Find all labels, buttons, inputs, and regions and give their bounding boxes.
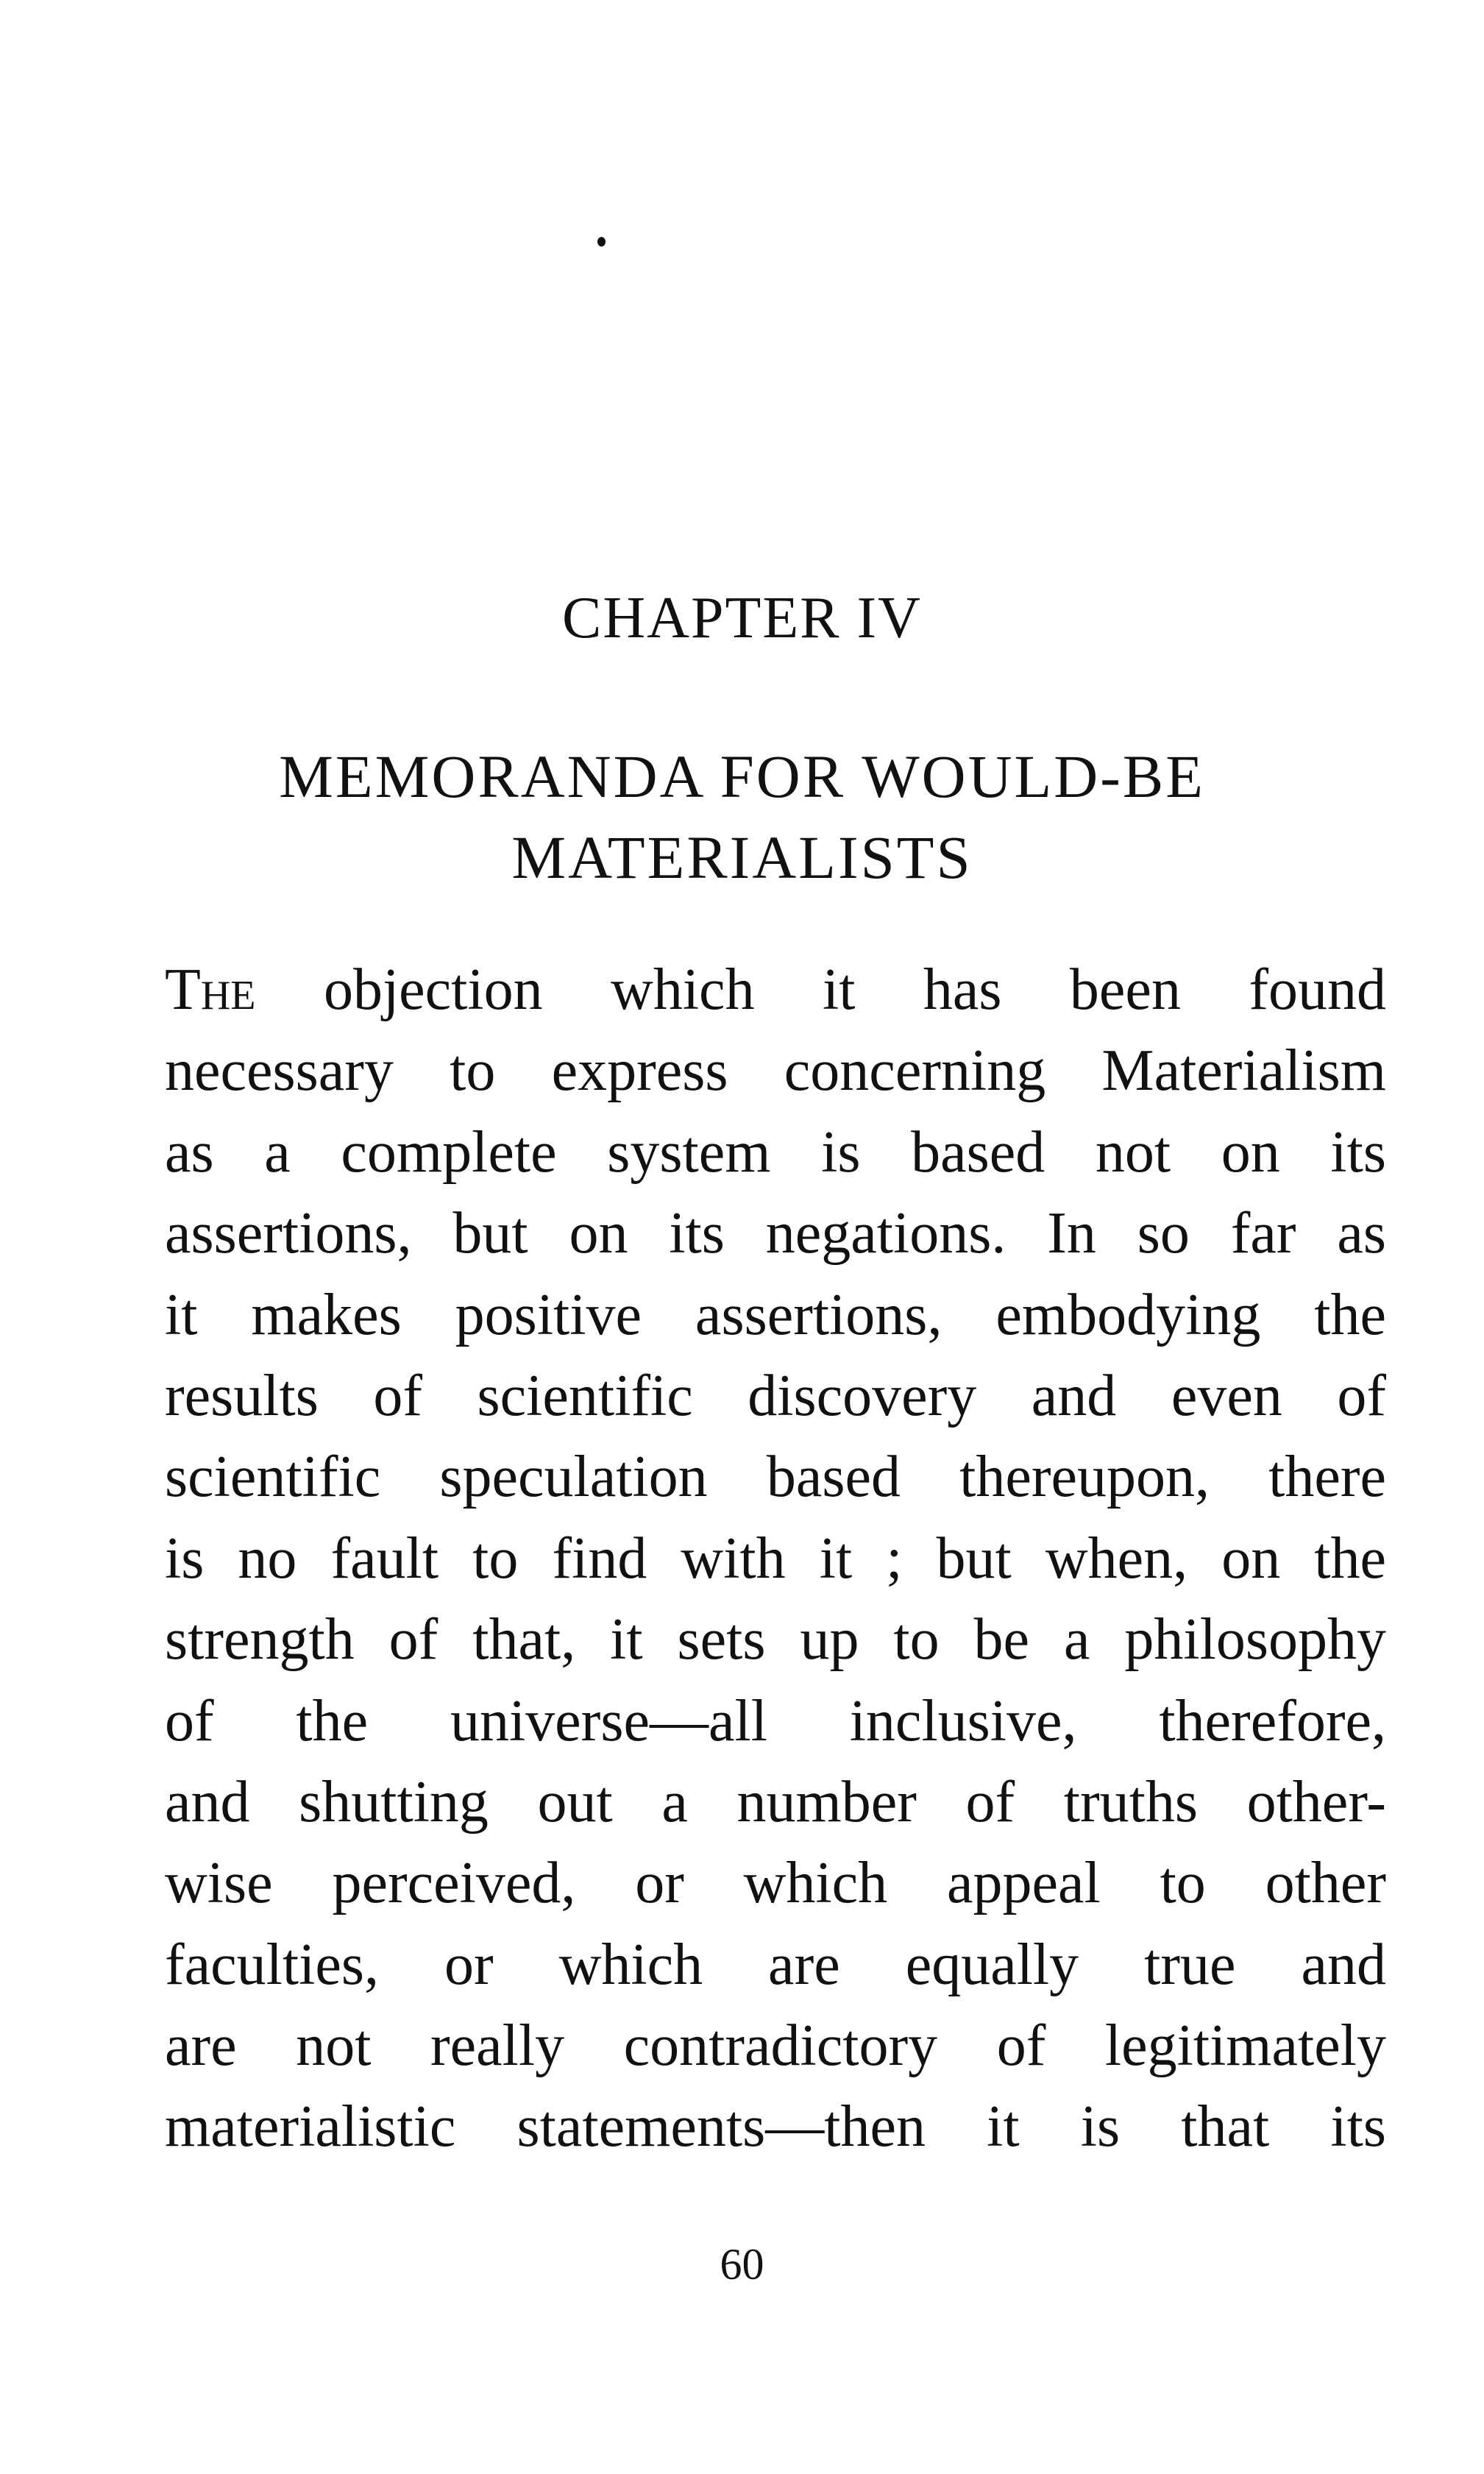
text-line-2: necessary to express concerning Materialism: [165, 1038, 1386, 1104]
text-line-3: as a complete system is based not on its: [165, 1119, 1386, 1185]
text-line-14: are not really contradictory of legitimately: [165, 2013, 1386, 2079]
text-line-10: of the universe—all inclusive, therefore,: [165, 1688, 1386, 1754]
chapter-title-line-1: MEMORANDA FOR WOULD-BE: [279, 742, 1205, 810]
text-line-9: strength of that, it sets up to be a philosophy: [165, 1607, 1386, 1673]
chapter-title: [0, 736, 1484, 898]
text-line-12: wise perceived, or which appeal to other: [165, 1851, 1386, 1916]
text-line-6: results of scientific discovery and even of: [165, 1363, 1386, 1428]
chapter-number: CHAPTER IV: [562, 586, 922, 651]
text-line-5: it makes positive assertions, embodying the: [165, 1282, 1386, 1347]
lead-word: The: [165, 957, 256, 1022]
text-line-7: scientific speculation based thereupon, there: [165, 1445, 1386, 1510]
chapter-title-line-2: MATERIALISTS: [511, 823, 973, 891]
text-line-13: faculties, or which are equally true and: [165, 1932, 1386, 1997]
ink-speck: [597, 237, 606, 247]
text-line-1: [165, 949, 1386, 1030]
text-line-11: and shutting out a number of truths other-: [165, 1769, 1386, 1835]
body-paragraph: [165, 949, 1386, 2168]
page-number: 60: [720, 2240, 764, 2289]
text-line-1-rest: objection which it has been found: [323, 957, 1386, 1022]
text-line-15: materialistic statements—then it is that its: [165, 2094, 1386, 2160]
text-line-8: is no fault to find with it ; but when, on the: [165, 1525, 1386, 1591]
text-line-4: assertions, but on its negations. In so far as: [165, 1201, 1386, 1266]
